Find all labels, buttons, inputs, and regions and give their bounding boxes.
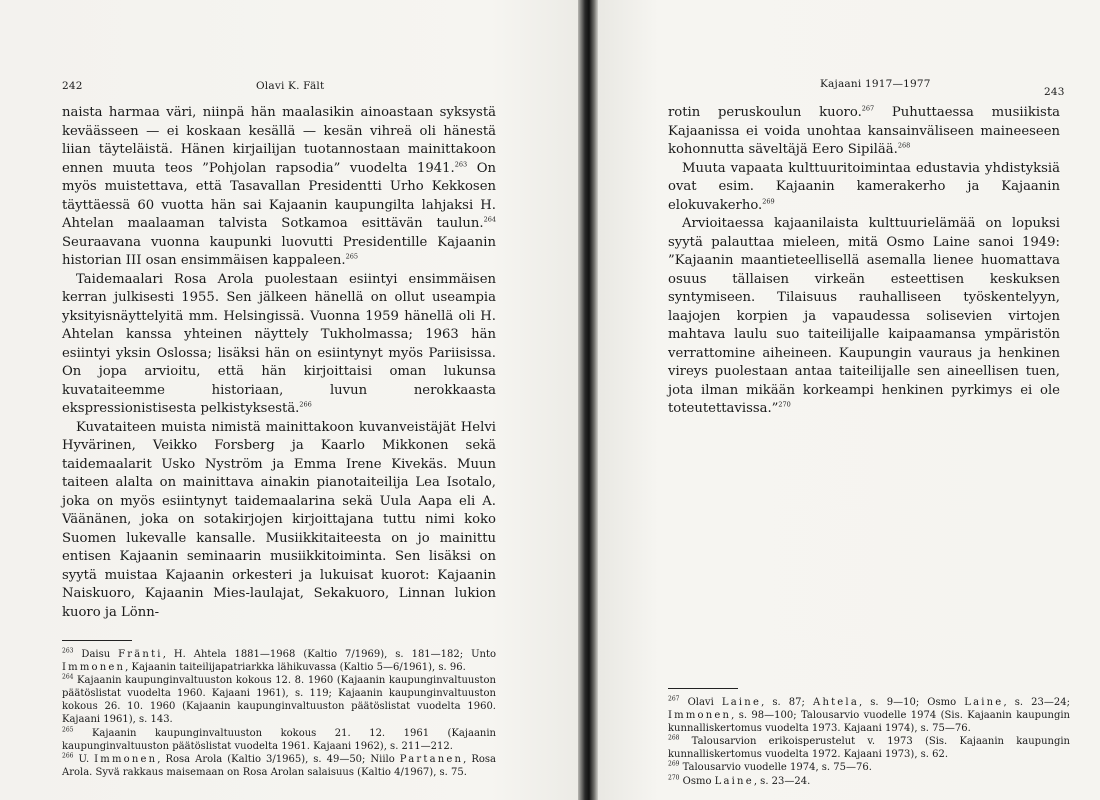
paragraph: Arvioitaessa kajaanilaista kulttuurielämää on lopuksi syytä palauttaa mieleen, mitä Osmo Laine sanoi 1949: ”Kajaanin maantieteellisellä asemalla lienee huomattava osuus tällaisen virkeän esteettisen keskuksen syntymiseen. Tilaisuus rauhalliseen työskentelyyn, laajojen korpien ja vapaudessa solisevien virtojen mahtava laulu suo taiteilijalle kaipaamansa ympäristön verrattomine aiheineen. Kaupungin vauraus ja henkinen vireys puolestaan antaa taiteilijalle sen aineellisen tuen, jota ilman mikään korkeampi henkinen pyrkimys ei ole toteutettavissa.”$^{270}$ [668,216,1060,416]
left-body [62,104,496,622]
paragraph: Taidemaalari Rosa Arola puolestaan esiintyi ensimmäisen kerran julkisesti 1955. Sen jälkeen hänellä on ollut useampia yksityisnäyttelyitä mm. Helsingissä. Vuonna 1959 hänellä oli H. Ahtelan kanssa yhteinen näyttely Tukholmassa; 1963 hän esiintyi yksin Oslossa; lisäksi hän on esiintynyt myös Pariisissa. On jopa arvioitu, että hän kirjoittaisi oman lukunsa kuvataiteemme historiaan, luvun nerokkaasta ekspressionistisesta pelkistyksestä.$^{266}$ [62,271,496,416]
footnote: $^{267}$ Olavi Laine, s. 87; Ahtela, s. 9—10; Osmo Laine, s. 23—24; Immonen, s. 98—100; Talousarvio vuodelle 1974 (Sis. Kajaanin kaupungin kunnalliskertomus vuodelta 1973. Kajaani 1974), s. 75—76. [668,695,1070,735]
footnote-ref[interactable]: 267 [861,104,875,113]
footnote-ref[interactable]: 268 [897,141,911,150]
running-head-right: Kajaani 1917—1977 [820,78,931,90]
right-page [598,0,1100,800]
footnote-ref[interactable]: 264 [483,215,496,224]
footnote-ref[interactable]: 265 [345,252,359,261]
footnote: $^{268}$ Talousarvion erikoisperustelut v. 1973 (Sis. Kajaanin kaupungin kunnalliskertomus vuodelta 1972. Kajaani 1973), s. 62. [668,734,1070,761]
page-number-right: 243 [1044,86,1065,98]
footnote-ref[interactable]: 266 [299,400,312,409]
footnote: $^{270}$ Osmo Laine, s. 23—24. [668,774,811,787]
running-head-left: Olavi K. Fält [256,80,325,92]
paragraph: Muuta vapaata kulttuuritoimintaa edustavia yhdistyksiä ovat esim. Kajaanin kamerakerho ja Kajaanin elokuvakerho.$^{269}$ [668,160,1060,213]
footnote: $^{266}$ U. Immonen, Rosa Arola (Kaltio 3/1965), s. 49—50; Niilo Partanen, Rosa Arola. Syvä rakkaus maisemaan on Rosa Arolan salaisuus (Kaltio 4/1967), s. 75. [62,752,496,778]
paragraph: naista harmaa väri, niinpä hän maalasikin ainoastaan syksystä keväässeen — ei koskaan kesällä — kesän vihreä oli hänestä liian täyteläistä. Hänen kirjailijan tuotannostaan mainittakoon ennen muuta teos ”Pohjolan rapsodia” vuodelta 1941.$^{263}$ On myös muistettava, että Tasavallan Presidentti Urho Kekkosen täyttäessä 60 vuotta hän sai Kajaanin kaupungilta lahjaksi H. Ahtelan maalaaman talvista Sotkamoa esittävän taulun.$^{264}$ Seuraavana vuonna kaupunki luovutti Presidentille Kajaanin historian III osan ensimmäisen kappaleen.$^{265}$ [62,105,496,268]
right-body [668,104,1060,419]
footnote: $^{265}$ Kajaanin kaupunginvaltuuston kokous 21. 12. 1961 (Kajaanin kaupunginvaltuuston päätöslistat vuodelta 1961. Kajaani 1962), s. 211—212. [62,726,496,752]
paragraph: Kuvataiteen muista nimistä mainittakoon kuvanveistäjät Helvi Hyvärinen, Veikko Forsberg ja Kaarlo Mikkonen sekä taidemaalarit Usko Nyström ja Emma Irene Kivekäs. Muun taiteen alalta on mainittava ainakin pianotaiteilija Lea Isotalo, joka on myös esiintynyt taidemaalarina sekä Uula Aapa eli A. Väänänen, joka on sotakirjojen kirjoittajana tuttu nimi koko Suomen lukevalle kansalle. Musiikkitaiteesta on jo mainittu entisen Kajaanin seminaarin musiikkitoiminta. Sen lisäksi on syytä muistaa Kajaanin orkesteri ja lukuisat kuorot: Kajaanin Naiskuoro, Kajaanin Mies-laulajat, Sekakuoro, Linnan lukion kuoro ja Lönn- [62,419,496,620]
book-gutter [578,0,598,800]
paragraph: rotin peruskoulun kuoro.$^{267}$ Puhuttaessa musiikista Kajaanissa ei voida unohtaa kansainväliseen maineeseen kohonnutta säveltäjä Eero Sipilää.$^{268}$ [668,104,1060,157]
footnote-rule [668,688,738,689]
footnote-rule [62,640,132,641]
right-footnotes [668,696,1070,788]
footnote: $^{263}$ Daisu Fränti, H. Ahtela 1881—1968 (Kaltio 7/1969), s. 181—182; Unto Immonen, Kajaanin taiteilijapatriarkka lähikuvassa (Kaltio 5—6/1961), s. 96. [62,647,496,674]
footnote-ref[interactable]: 270 [778,400,791,409]
footnote-ref[interactable]: 263 [454,160,468,169]
footnote-ref[interactable]: 269 [762,197,775,206]
page-number-left: 242 [62,80,83,92]
footnote: $^{264}$ Kajaanin kaupunginvaltuuston kokous 12. 8. 1960 (Kajaanin kaupunginvaltuuston päätöslistat vuodelta 1960. Kajaani 1961), s. 119; Kajaanin kaupunginvaltuuston kokous 26. 10. 1960 (Kajaanin kaupunginvaltuuston päätöslistat vuodelta 1960. Kajaani 1961), s. 143. [62,673,496,726]
left-footnotes [62,648,496,779]
footnote: $^{269}$ Talousarvio vuodelle 1974, s. 75—76. [668,761,872,774]
